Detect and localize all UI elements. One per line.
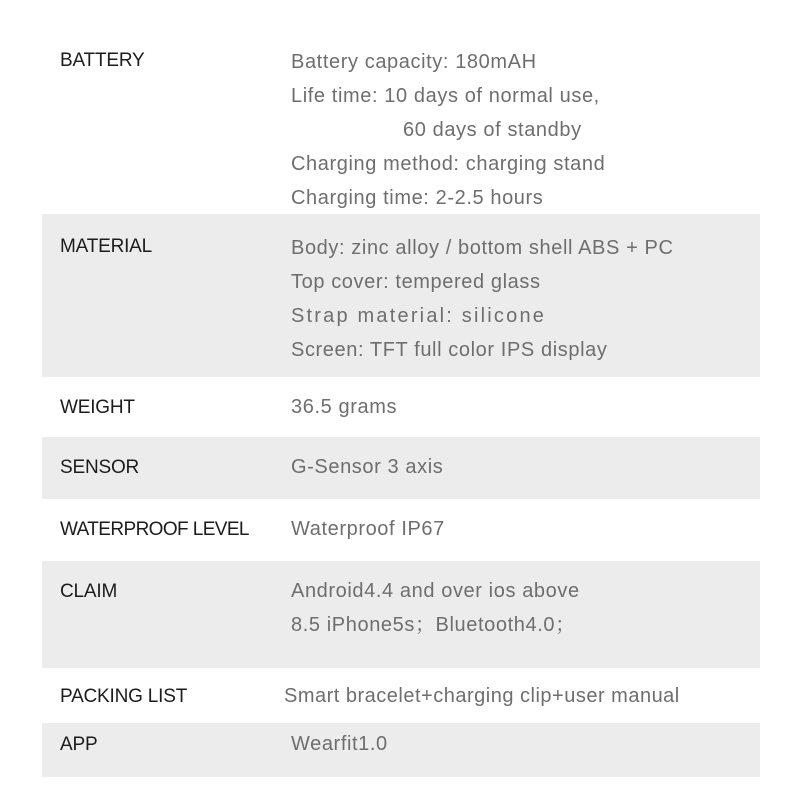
spec-value-line: Android4.4 and over ios above — [291, 580, 580, 602]
spec-value — [291, 231, 674, 367]
spec-value-line: 36.5 grams — [291, 396, 398, 418]
spec-value-line: 60 days of standby — [403, 119, 582, 141]
spec-value-line: Body: zinc alloy / bottom shell ABS + PC — [291, 237, 674, 259]
spec-row-battery — [42, 28, 760, 214]
spec-value — [291, 45, 605, 215]
spec-table — [42, 28, 760, 777]
spec-label: MATERIAL — [60, 236, 153, 257]
spec-value-line: Wearfit1.0 — [291, 733, 388, 755]
spec-label: BATTERY — [60, 50, 145, 71]
spec-value — [291, 390, 397, 424]
spec-row-packing — [42, 668, 760, 723]
spec-value-line: Strap material: silicone — [291, 305, 547, 327]
spec-value — [291, 512, 445, 546]
spec-value-line: Screen: TFT full color IPS display — [291, 339, 608, 361]
spec-row-sensor — [42, 437, 760, 499]
spec-value — [291, 574, 580, 642]
spec-value-line: Top cover: tempered glass — [291, 271, 541, 293]
spec-label: PACKING LIST — [60, 686, 188, 707]
spec-value-line: Life time: 10 days of normal use, — [291, 85, 600, 107]
spec-row-claim — [42, 561, 760, 668]
spec-label: CLAIM — [60, 581, 118, 602]
spec-value-line: G-Sensor 3 axis — [291, 456, 444, 478]
spec-value-line: Charging time: 2-2.5 hours — [291, 187, 544, 209]
spec-row-material — [42, 214, 760, 377]
spec-row-weight — [42, 377, 760, 437]
spec-row-waterproof — [42, 499, 760, 561]
spec-label: WEIGHT — [60, 397, 135, 418]
spec-value — [291, 727, 388, 761]
spec-value — [284, 679, 680, 713]
spec-value — [291, 450, 443, 484]
spec-label: SENSOR — [60, 457, 140, 478]
spec-label: APP — [60, 734, 98, 755]
spec-value-line: Battery capacity: 180mAH — [291, 51, 537, 73]
spec-value-line: Charging method: charging stand — [291, 153, 606, 175]
spec-row-app — [42, 723, 760, 777]
spec-value-line: 8.5 iPhone5s；Bluetooth4.0； — [291, 614, 576, 636]
spec-value-line: Smart bracelet+charging clip+user manual — [284, 685, 680, 707]
spec-label: WATERPROOF LEVEL — [60, 519, 249, 540]
spec-value-line: Waterproof IP67 — [291, 518, 445, 540]
